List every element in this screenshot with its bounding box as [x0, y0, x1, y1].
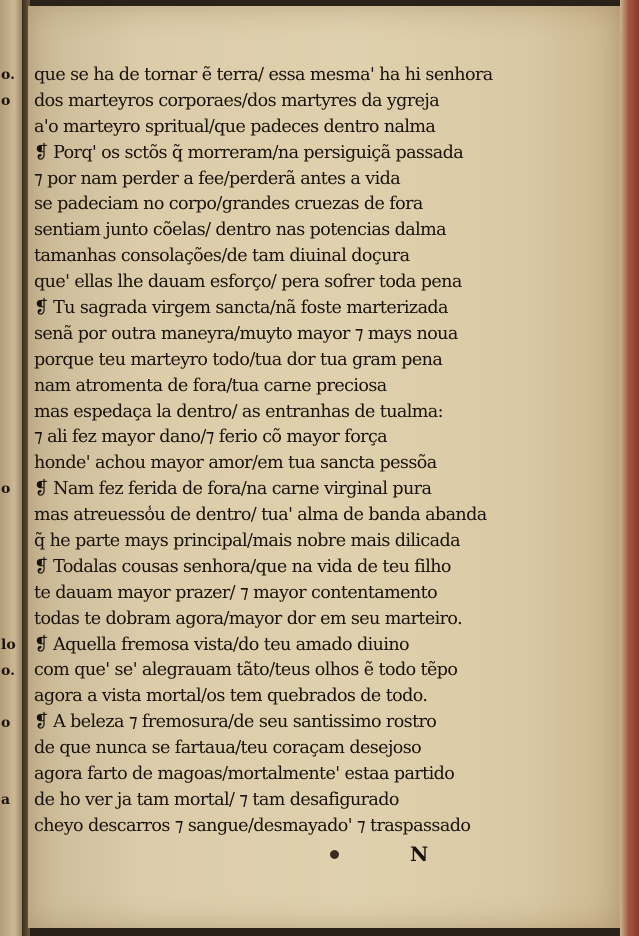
text-line: a'o marteyro spritual/que padeces dentro nalma [34, 115, 436, 137]
text-line: ❡ Porq' os sctõs q̃ morreram/na persiguiçã passada [34, 141, 464, 163]
text-line: agora farto de magoas/mortalmente' estaa partido [34, 763, 455, 785]
text-line: ⁊ por nam perder a fee/perderã antes a vida [34, 167, 401, 189]
signature-mark: N [410, 842, 429, 866]
text-line: ❡ Nam fez ferida de fora/na carne virginal pura [34, 478, 432, 500]
text-line: te dauam mayor prazer/ ⁊ mayor contentamento [34, 581, 438, 603]
text-line: nam atromenta de fora/tua carne preciosa [34, 374, 387, 396]
text-line: q̃ he parte mays principal/mais nobre mais dilicada [34, 530, 461, 552]
margin-note: a [1, 792, 11, 809]
text-line: sentiam junto cõelas/ dentro nas potencias dalma [34, 219, 447, 241]
margin-note: o. [1, 662, 15, 679]
text-line: que' ellas lhe dauam esforço/ pera sofrer toda pena [34, 271, 462, 293]
text-line: com que' se' alegrauam tãto/teus olhos ẽ todo tẽpo [34, 659, 458, 681]
text-line: mas espedaça la dentro/ as entranhas de tualma: [34, 400, 443, 422]
page-right-edge [620, 0, 639, 936]
text-line: honde' achou mayor amor/em tua sancta pessõa [34, 452, 437, 474]
text-line: de ho ver ja tam mortal/ ⁊ tam desafigurado [34, 788, 399, 810]
margin-note: o [1, 92, 11, 109]
margin-note: o. [1, 67, 15, 83]
text-line: ❡ A beleza ⁊ fremosura/de seu santissimo rostro [34, 711, 437, 733]
text-line: dos marteyros corporaes/dos martyres da ygreja [34, 89, 440, 111]
text-line: que se ha de tornar ẽ terra/ essa mesma' ha hi senhora [34, 64, 493, 85]
text-line: todas te dobram agora/mayor dor em seu marteiro. [34, 607, 463, 629]
text-line: se padeciam no corpo/grandes cruezas de fora [34, 193, 423, 215]
text-line: agora a vista mortal/os tem quebrados de todo. [34, 685, 428, 707]
text-line: mas atreuesso̾u de dentro/ tua' alma de banda abanda [34, 504, 487, 526]
text-line: porque teu marteyro todo/tua dor tua gram pena [34, 348, 443, 370]
margin-note: o [1, 481, 11, 498]
text-line: ⁊ ali fez mayor dano/⁊ ferio cõ mayor força [34, 426, 388, 448]
text-line: tamanhas consolações/de tam diuinal doçura [34, 245, 410, 267]
text-line: de que nunca se fartaua/teu coraçam desejoso [34, 737, 422, 759]
text-line: cheyo descarros ⁊ sangue/desmayado' ⁊ traspassado [34, 814, 471, 836]
text-line: senã por outra maneyra/muyto mayor ⁊ mays noua [34, 322, 458, 344]
text-line: ❡ Todalas cousas senhora/que na vida de teu filho [34, 555, 451, 577]
verse-text-block [34, 62, 594, 839]
margin-note: o [1, 714, 11, 731]
text-line: ❡ Aquella fremosa vista/do teu amado diuino [34, 633, 410, 655]
footer-ornament-dot [330, 850, 339, 859]
page-footer [0, 842, 639, 868]
text-line: ❡ Tu sagrada virgem sancta/nã foste marterizada [34, 297, 448, 319]
margin-note: lo [1, 636, 16, 653]
